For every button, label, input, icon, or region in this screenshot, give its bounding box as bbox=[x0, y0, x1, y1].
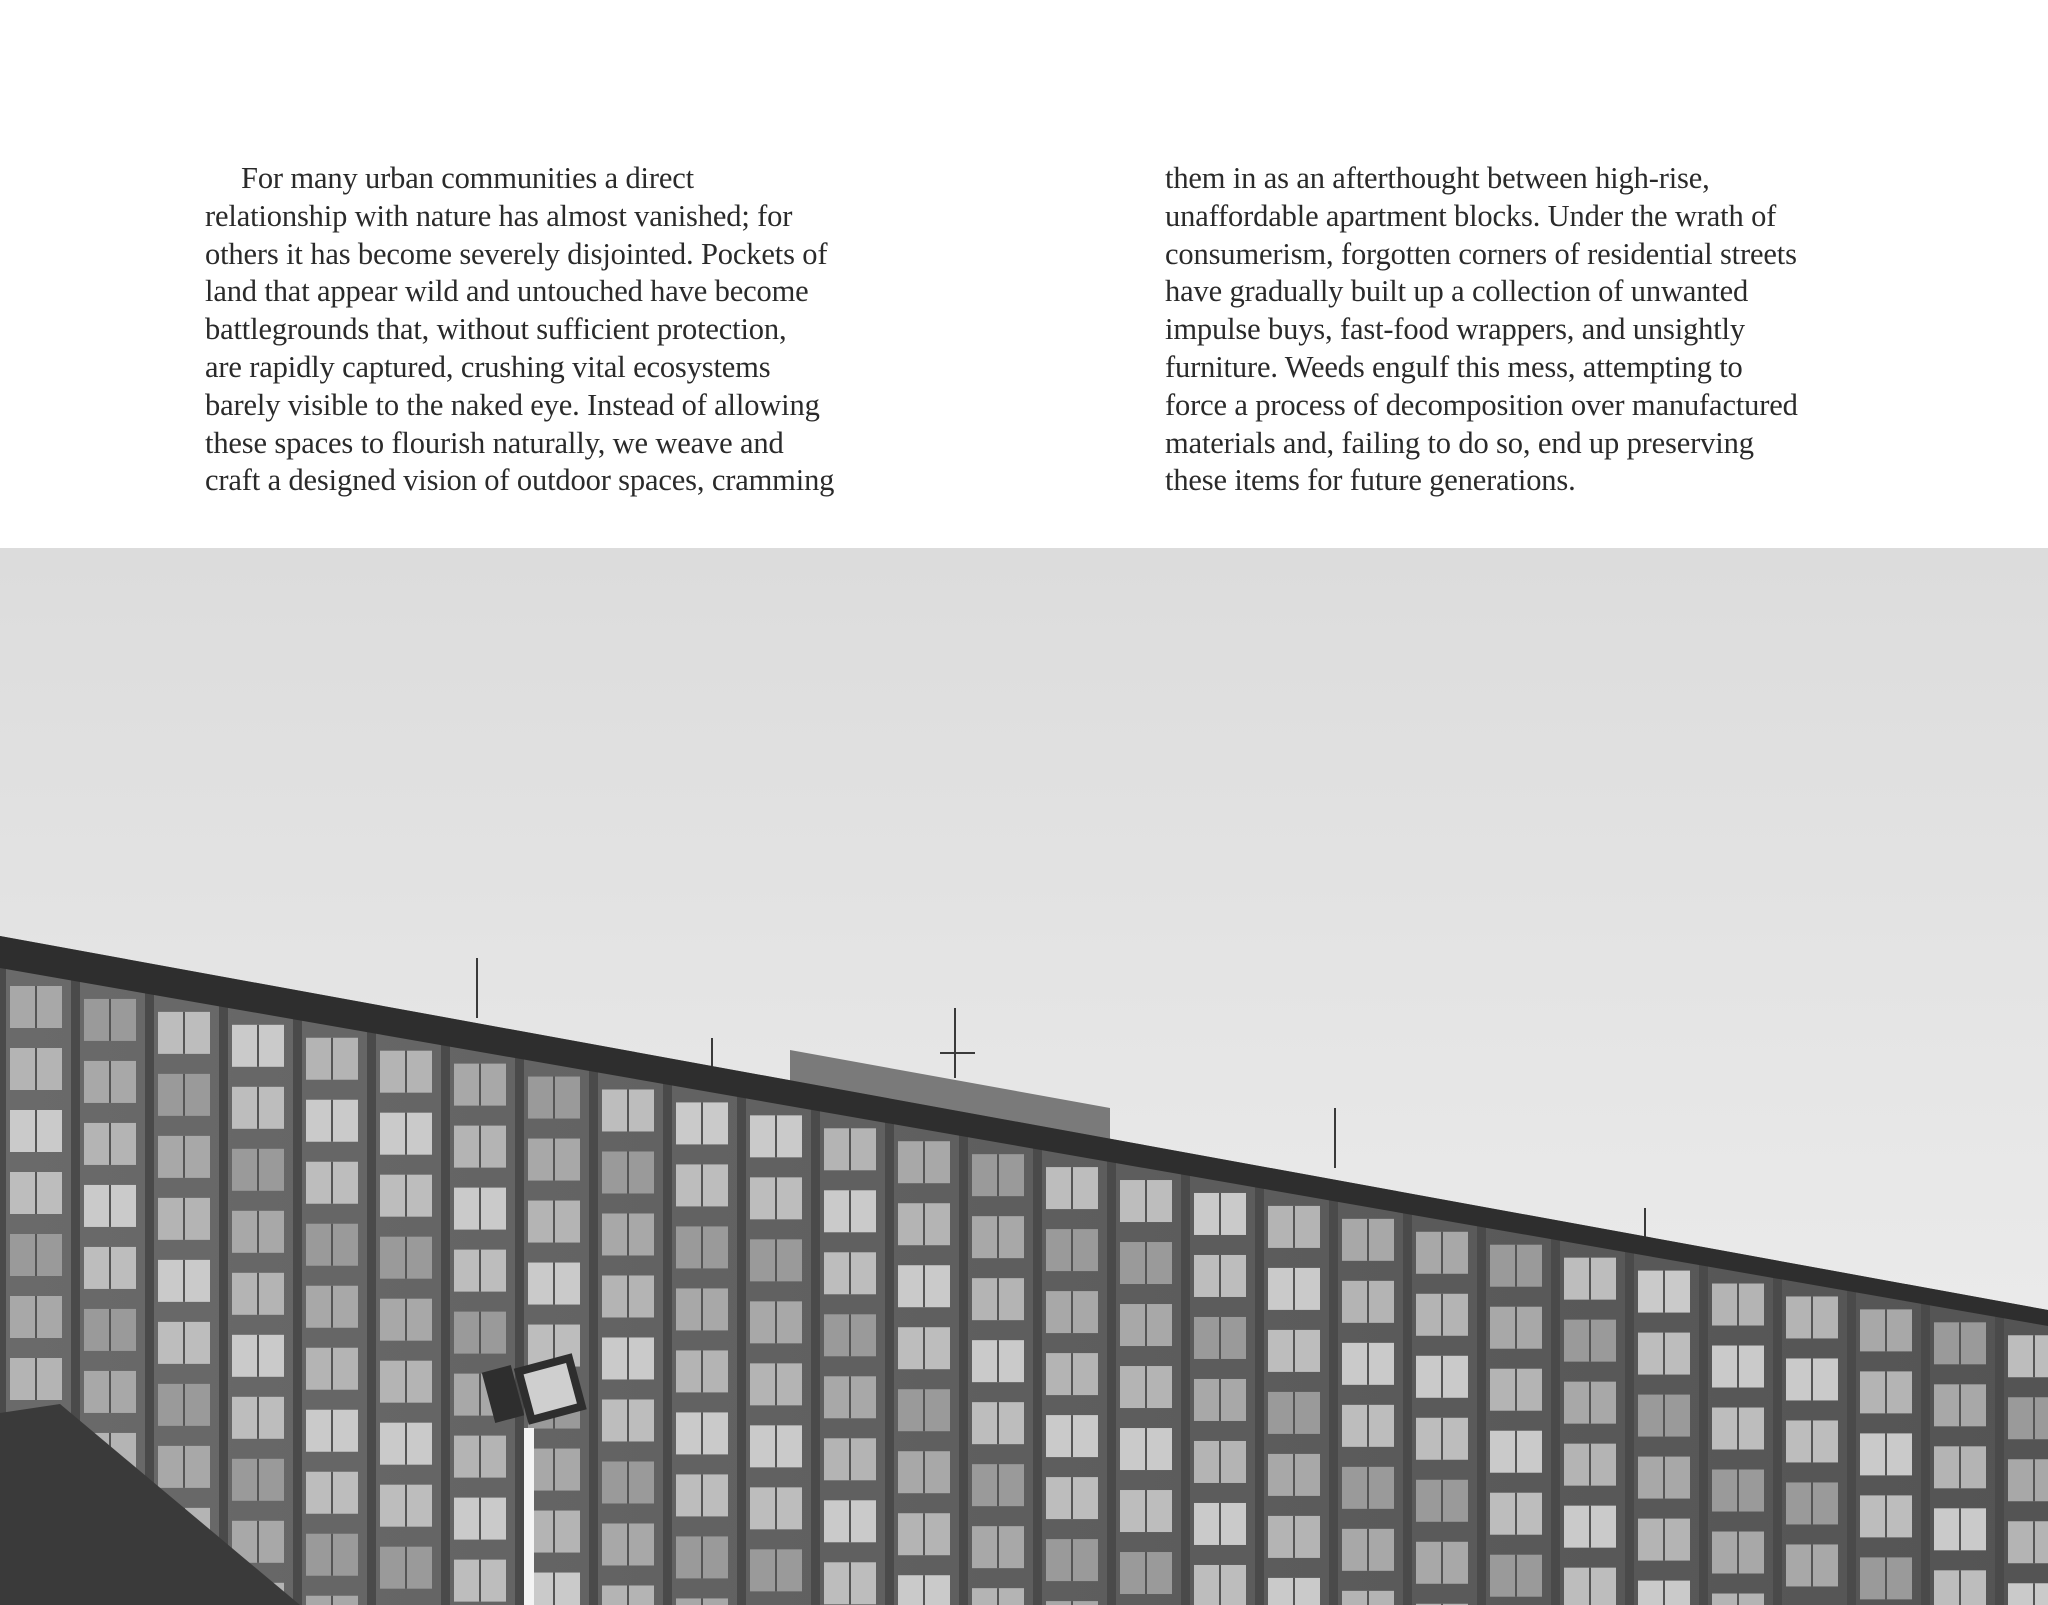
text-line: impulse buys, fast-food wrappers, and unsightly bbox=[1165, 312, 1745, 347]
facade-column bbox=[885, 1113, 894, 1605]
facade-column bbox=[1847, 1281, 1856, 1605]
text-line: unaffordable apartment blocks. Under the wrath of bbox=[1165, 198, 1777, 233]
facade-column bbox=[1995, 1307, 2004, 1605]
facade-column bbox=[1181, 1165, 1190, 1605]
facade-window bbox=[2008, 1583, 2048, 1605]
facade-column bbox=[1625, 1243, 1634, 1605]
text-line: land that appear wild and untouched have become bbox=[205, 274, 809, 309]
text-line: relationship with nature has almost vanished; for bbox=[205, 198, 793, 233]
facade-column bbox=[737, 1087, 746, 1605]
facade-column bbox=[441, 1036, 450, 1605]
text-line: force a process of decomposition over manufactured bbox=[1165, 387, 1798, 422]
facade-window bbox=[2008, 1521, 2048, 1563]
text-line: furniture. Weeds engulf this mess, attempting to bbox=[1165, 349, 1743, 384]
text-line: barely visible to the naked eye. Instead of allowing bbox=[205, 387, 820, 422]
facade-column bbox=[663, 1074, 672, 1605]
text-line: others it has become severely disjointed. Pockets of bbox=[205, 236, 828, 271]
facade-window bbox=[2008, 1397, 2048, 1439]
facade-column bbox=[1699, 1256, 1708, 1605]
facade-column bbox=[1255, 1178, 1264, 1605]
facade-column bbox=[1107, 1152, 1116, 1605]
text-line: have gradually built up a collection of unwanted bbox=[1165, 274, 1749, 309]
text-line: craft a designed vision of outdoor spaces, cramming bbox=[205, 463, 835, 498]
text-line: are rapidly captured, crushing vital ecosystems bbox=[205, 349, 771, 384]
text-line: these spaces to flourish naturally, we weave and bbox=[205, 425, 784, 460]
text-line: these items for future generations. bbox=[1165, 463, 1576, 498]
text-line: materials and, failing to do so, end up preserving bbox=[1165, 425, 1754, 460]
facade-column bbox=[1477, 1217, 1486, 1605]
facade-column bbox=[1033, 1139, 1042, 1605]
facade-column bbox=[293, 1010, 302, 1605]
facade-column bbox=[589, 1061, 598, 1605]
text-line: consumerism, forgotten corners of residential streets bbox=[1165, 236, 1797, 271]
text-line: For many urban communities a direct bbox=[241, 161, 694, 195]
article-column-right bbox=[1165, 160, 1885, 500]
facade-column bbox=[1329, 1191, 1338, 1605]
text-line: them in as an afterthought between high-rise, bbox=[1165, 161, 1710, 195]
facade-window bbox=[2008, 1335, 2048, 1377]
facade-column bbox=[367, 1023, 376, 1605]
building-photo bbox=[0, 548, 2048, 1605]
facade-column bbox=[515, 1049, 524, 1605]
facade-window bbox=[2008, 1459, 2048, 1501]
facade-column bbox=[1773, 1268, 1782, 1605]
facade-column bbox=[1403, 1204, 1412, 1605]
facade-column bbox=[219, 997, 228, 1605]
facade-column bbox=[959, 1126, 968, 1605]
facade-column bbox=[811, 1100, 820, 1605]
facade-column bbox=[1921, 1294, 1930, 1605]
text-line: battlegrounds that, without sufficient protection, bbox=[205, 312, 787, 347]
article-column-left bbox=[205, 160, 905, 500]
facade-column bbox=[1551, 1230, 1560, 1605]
